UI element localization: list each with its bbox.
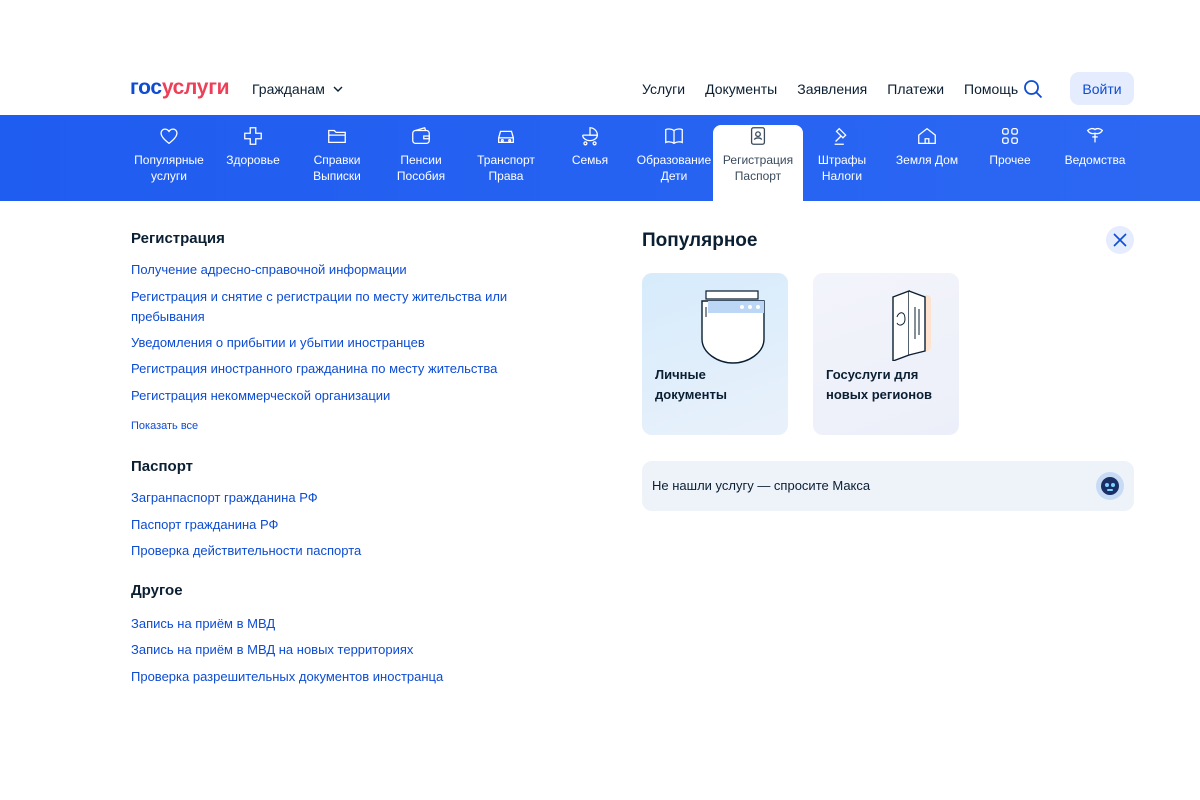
category-popular[interactable] — [130, 125, 208, 201]
category-label: Здоровье — [226, 153, 280, 167]
nav-services[interactable]: Услуги — [642, 81, 686, 97]
category-label: услуги — [151, 169, 187, 183]
logo-part2: услуги — [161, 76, 230, 99]
nav-payments[interactable]: Платежи — [887, 81, 945, 97]
robot-icon — [1100, 476, 1120, 496]
category-registration[interactable] — [713, 125, 803, 201]
chevron-down-icon — [333, 84, 343, 94]
ask-max-text: Не нашли услугу — спросите Макса — [652, 478, 871, 493]
category-label: Семья — [571, 153, 609, 167]
close-button[interactable] — [1106, 226, 1134, 254]
category-label: Выписки — [313, 169, 361, 183]
login-button[interactable]: Войти — [1070, 72, 1134, 105]
max-assistant-avatar — [1096, 472, 1124, 500]
card-label: Личные документы — [655, 367, 727, 402]
wallet-icon — [410, 125, 432, 147]
link-international-passport[interactable]: Загранпаспорт гражданина РФ — [131, 490, 318, 505]
link-mvd-appointment-new-territories[interactable]: Запись на приём в МВД на новых территориях — [131, 642, 414, 657]
category-fines[interactable] — [812, 125, 872, 201]
house-icon — [916, 125, 938, 147]
link-foreigner-permits-check[interactable]: Проверка разрешительных документов иностранца — [131, 669, 444, 684]
link-registration-residence[interactable]: Регистрация и снятие с регистрации по месту жительства или пребывания — [131, 289, 508, 324]
passport-book-icon — [887, 289, 935, 361]
category-land-house[interactable] — [890, 125, 964, 201]
card-personal-documents[interactable] — [642, 273, 788, 435]
category-label: Образование — [636, 153, 712, 167]
link-foreigner-registration[interactable]: Регистрация иностранного гражданина по месту жительства — [131, 361, 498, 376]
category-label: Справки — [313, 153, 361, 167]
category-label: Регистрация — [722, 153, 794, 167]
card-new-regions[interactable] — [813, 273, 959, 435]
link-address-info[interactable]: Получение адресно-справочной информации — [131, 262, 407, 277]
logo-part1: гос — [130, 76, 162, 99]
audience-dropdown[interactable] — [252, 81, 343, 97]
category-certificates[interactable] — [302, 125, 372, 201]
link-mvd-appointment[interactable]: Запись на приём в МВД — [131, 616, 276, 631]
book-icon — [663, 125, 685, 147]
category-label: Популярные — [134, 153, 204, 167]
popular-title: Популярное — [642, 230, 758, 251]
nav-applications[interactable]: Заявления — [797, 81, 868, 97]
link-passport-check[interactable]: Проверка действительности паспорта — [131, 543, 362, 558]
nav-documents[interactable]: Документы — [705, 81, 778, 97]
card-label: Госуслуги для новых регионов — [826, 367, 933, 402]
link-passport[interactable]: Паспорт гражданина РФ — [131, 517, 279, 532]
search-icon[interactable] — [1023, 79, 1043, 99]
category-label: Налоги — [821, 169, 863, 183]
close-icon — [1112, 232, 1128, 248]
category-label: Транспорт — [477, 153, 535, 167]
category-other[interactable] — [980, 125, 1040, 201]
section-title-other: Другое — [131, 582, 183, 599]
car-icon — [495, 125, 517, 147]
category-label: Штрафы — [817, 153, 867, 167]
category-education[interactable] — [634, 125, 714, 201]
category-label: Пенсии — [400, 153, 442, 167]
category-label: Дети — [660, 169, 688, 183]
show-all-link[interactable]: Показать все — [131, 420, 199, 432]
id-badge-icon — [747, 125, 769, 147]
category-label: Ведомства — [1064, 153, 1126, 167]
category-pensions[interactable] — [386, 125, 456, 201]
document-pocket-icon — [698, 287, 768, 365]
emblem-icon — [1084, 125, 1106, 147]
link-nonprofit-registration[interactable]: Регистрация некоммерческой организации — [131, 388, 391, 403]
heart-icon — [158, 125, 180, 147]
category-label: Права — [488, 169, 524, 183]
folder-icon — [326, 125, 348, 147]
grid-icon — [999, 125, 1021, 147]
category-health[interactable] — [218, 125, 288, 201]
category-label: Пособия — [396, 169, 446, 183]
category-label: Прочее — [989, 153, 1031, 167]
stroller-icon — [579, 125, 601, 147]
header — [0, 0, 1200, 115]
category-agencies[interactable] — [1060, 125, 1130, 201]
audience-label: Гражданам — [252, 81, 325, 97]
category-label: Земля Дом — [895, 153, 959, 167]
category-bar — [0, 115, 1200, 201]
gosuslugi-logo[interactable] — [130, 76, 229, 100]
gavel-icon — [831, 125, 853, 147]
category-family[interactable] — [558, 125, 622, 201]
section-title-registration: Регистрация — [131, 230, 225, 247]
section-title-passport: Паспорт — [131, 458, 193, 475]
category-transport[interactable] — [470, 125, 542, 201]
link-foreigner-notifications[interactable]: Уведомления о прибытии и убытии иностранцев — [131, 335, 425, 350]
ask-max-banner[interactable] — [642, 461, 1134, 511]
nav-help[interactable]: Помощь — [964, 81, 1019, 97]
category-label: Паспорт — [734, 169, 782, 183]
top-navigation — [642, 81, 1018, 97]
medical-cross-icon — [242, 125, 264, 147]
